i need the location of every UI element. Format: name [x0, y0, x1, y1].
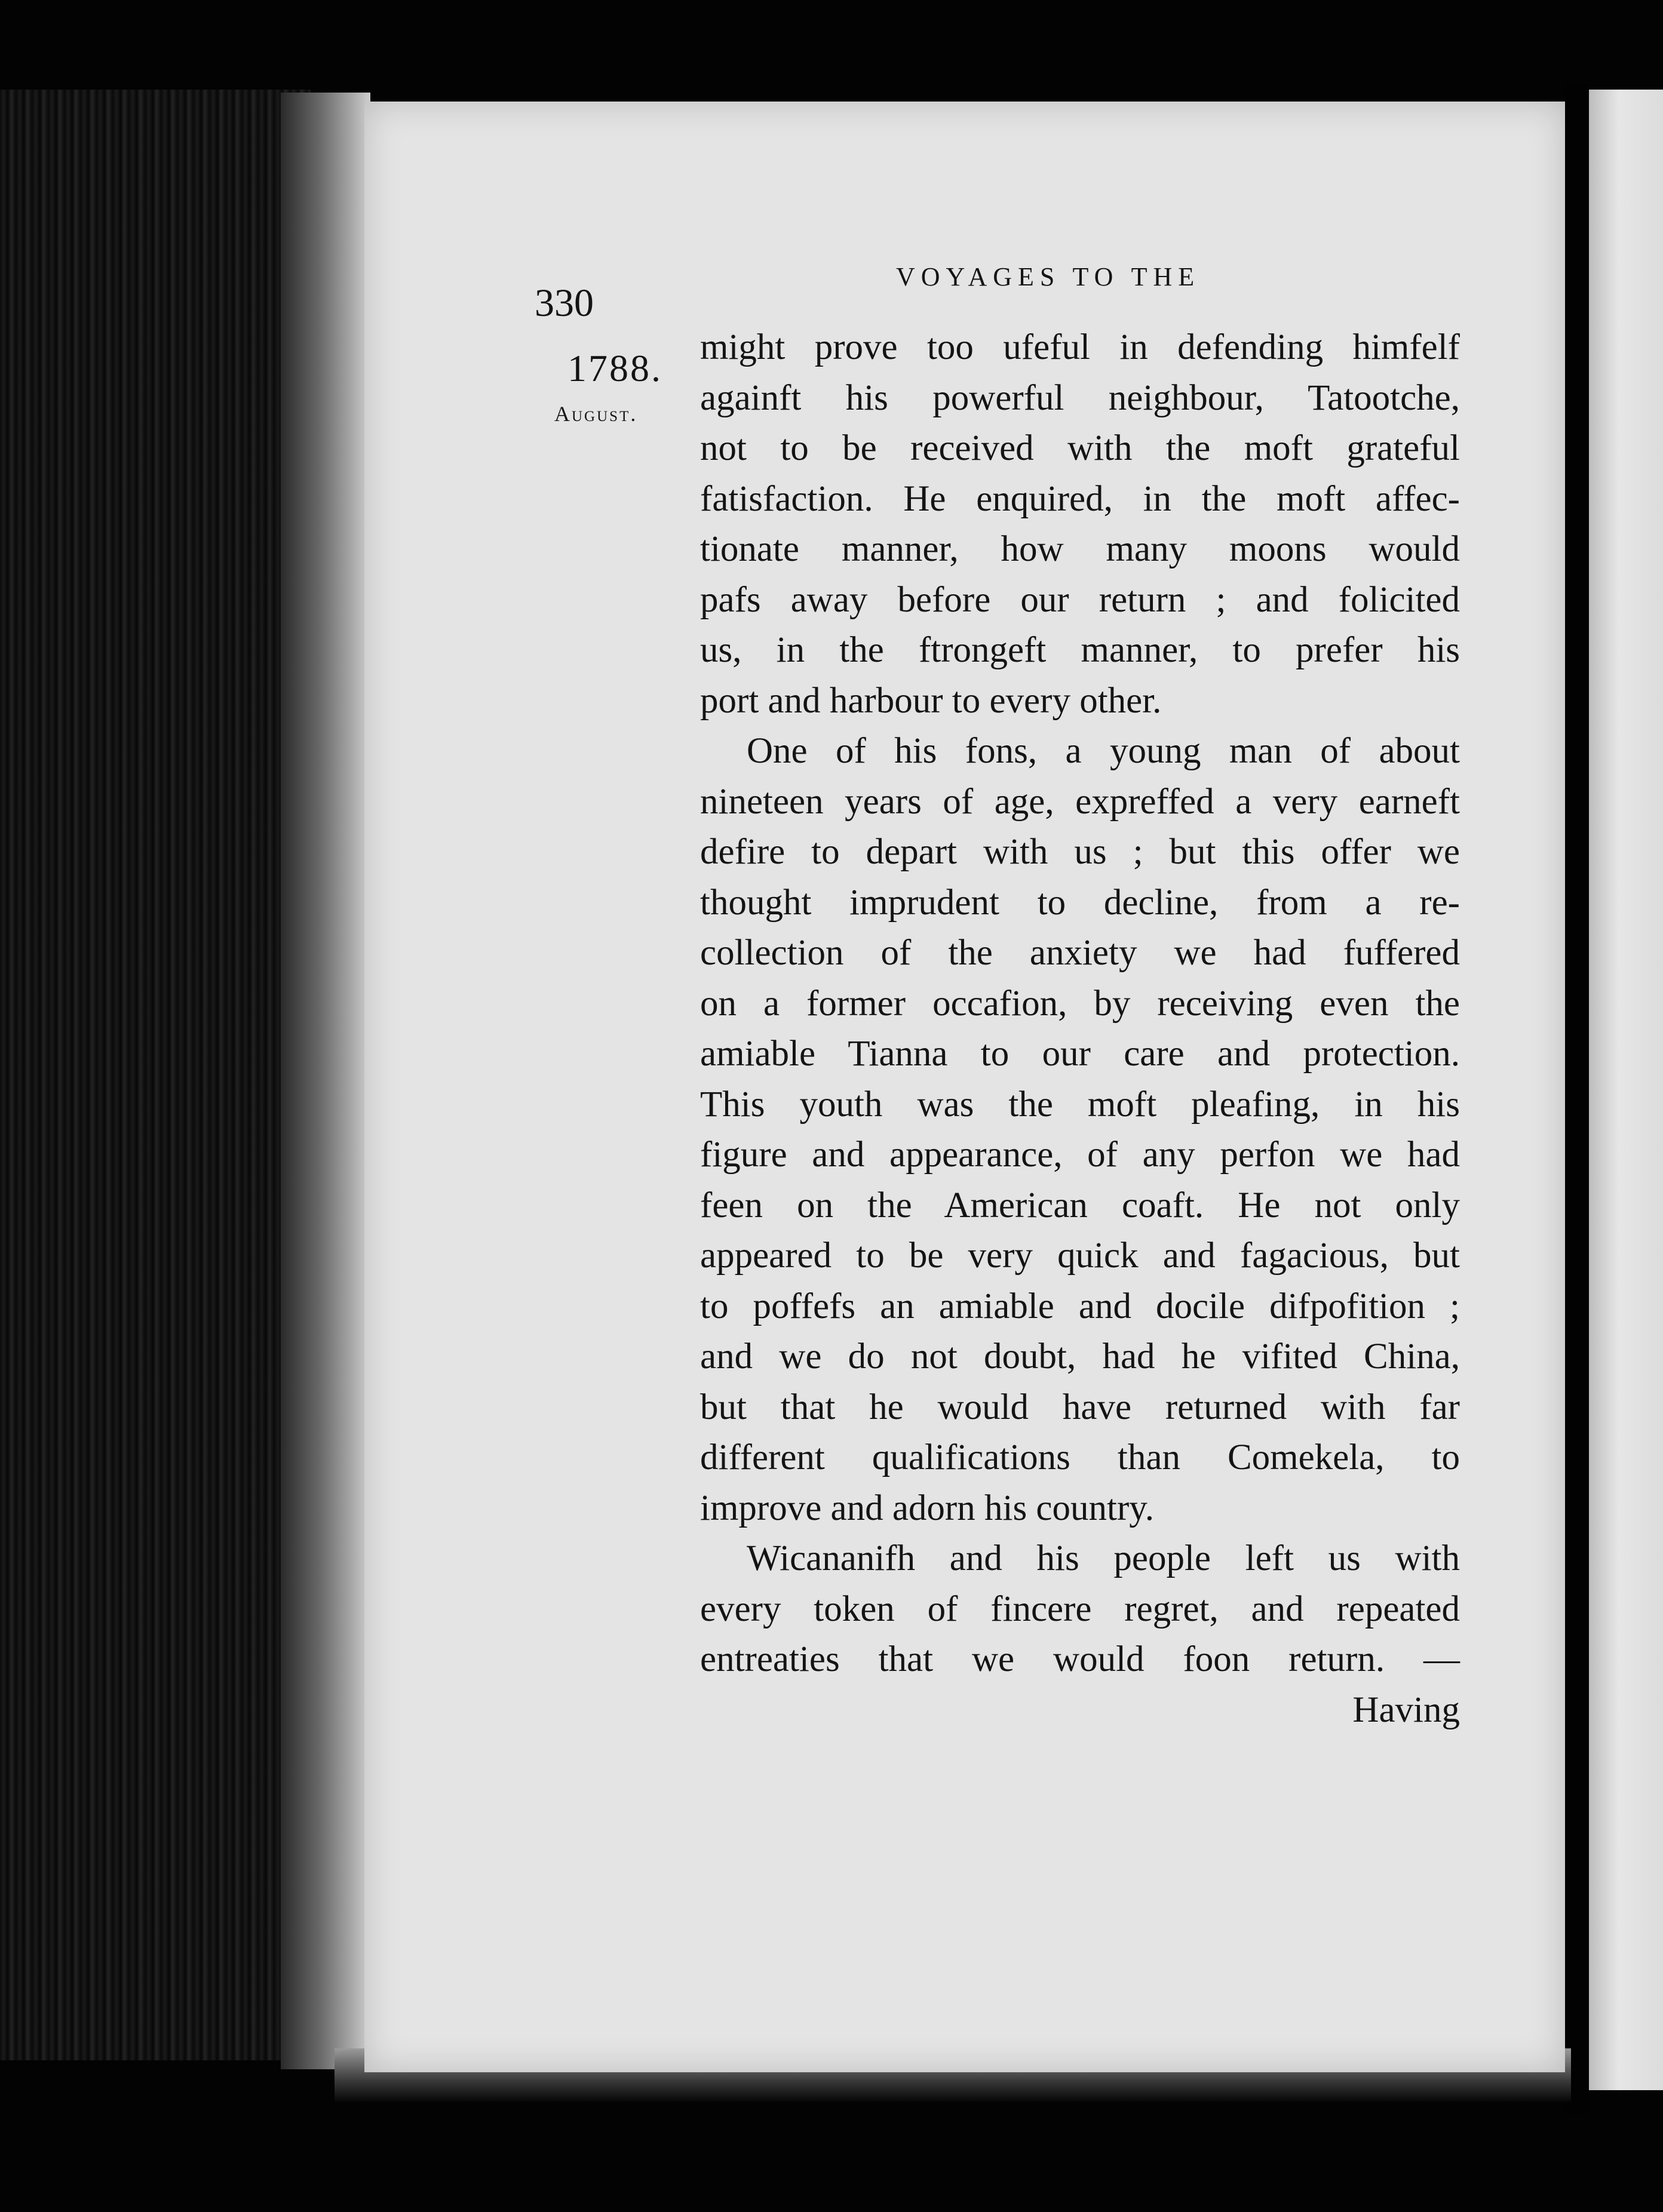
text-line: figure and appearance, of any perfon we had: [700, 1135, 1460, 1175]
text-line: pafs away before our return ; and folicited: [700, 579, 1460, 620]
text-line: but that he would have returned with far: [700, 1387, 1460, 1427]
text-line: collection of the anxiety we had fuffered: [700, 933, 1460, 973]
text-line: different qualifications than Comekela, to: [700, 1437, 1460, 1477]
text-line: nineteen years of age, expreffed a very earneft: [700, 781, 1460, 822]
book-binding: [0, 90, 311, 2060]
running-head: VOYAGES TO THE: [896, 262, 1201, 291]
page-edge-shadow: [281, 93, 370, 2069]
text-line: amiable Tianna to our care and protection.: [700, 1034, 1460, 1074]
text-line: feen on the American coaft. He not only: [700, 1185, 1460, 1225]
text-line: not to be received with the moft grateful: [700, 428, 1460, 468]
body-text: [700, 322, 1460, 1735]
text-line: to poffefs an amiable and docile difpofition ;: [700, 1286, 1460, 1326]
text-line: tionate manner, how many moons would: [700, 529, 1460, 569]
text-line: every token of fincere regret, and repeated: [700, 1589, 1460, 1629]
facing-page-edge: [1589, 90, 1663, 2090]
text-line: This youth was the moft pleafing, in his: [700, 1084, 1460, 1125]
text-line: Wicananifh and his people left us with: [747, 1538, 1460, 1578]
gutter: [1565, 84, 1590, 2114]
catchword: Having: [1352, 1689, 1460, 1730]
text-line: appeared to be very quick and fagacious, but: [700, 1236, 1460, 1276]
text-line: entreaties that we would foon return. —: [700, 1639, 1460, 1679]
page-number: 330: [535, 281, 594, 325]
text-line: on a former occafion, by receiving even the: [700, 983, 1460, 1024]
text-line: One of his fons, a young man of about: [747, 731, 1460, 771]
text-line: improve and adorn his country.: [700, 1488, 1155, 1528]
text-line: againft his powerful neighbour, Tatootche,: [700, 377, 1460, 418]
text-line: might prove too ufeful in defending himfelf: [700, 327, 1460, 367]
text-line: us, in the ftrongeft manner, to prefer his: [700, 630, 1460, 670]
text-line: fatisfaction. He enquired, in the moft affec-: [700, 478, 1460, 519]
text-line: thought imprudent to decline, from a re-: [700, 882, 1460, 923]
text-line: defire to depart with us ; but this offer we: [700, 832, 1460, 872]
text-line: port and harbour to every other.: [700, 680, 1162, 721]
margin-note-month: August.: [554, 402, 638, 426]
text-line: and we do not doubt, had he vifited China,: [700, 1337, 1460, 1377]
margin-note-year: 1788.: [567, 347, 662, 389]
